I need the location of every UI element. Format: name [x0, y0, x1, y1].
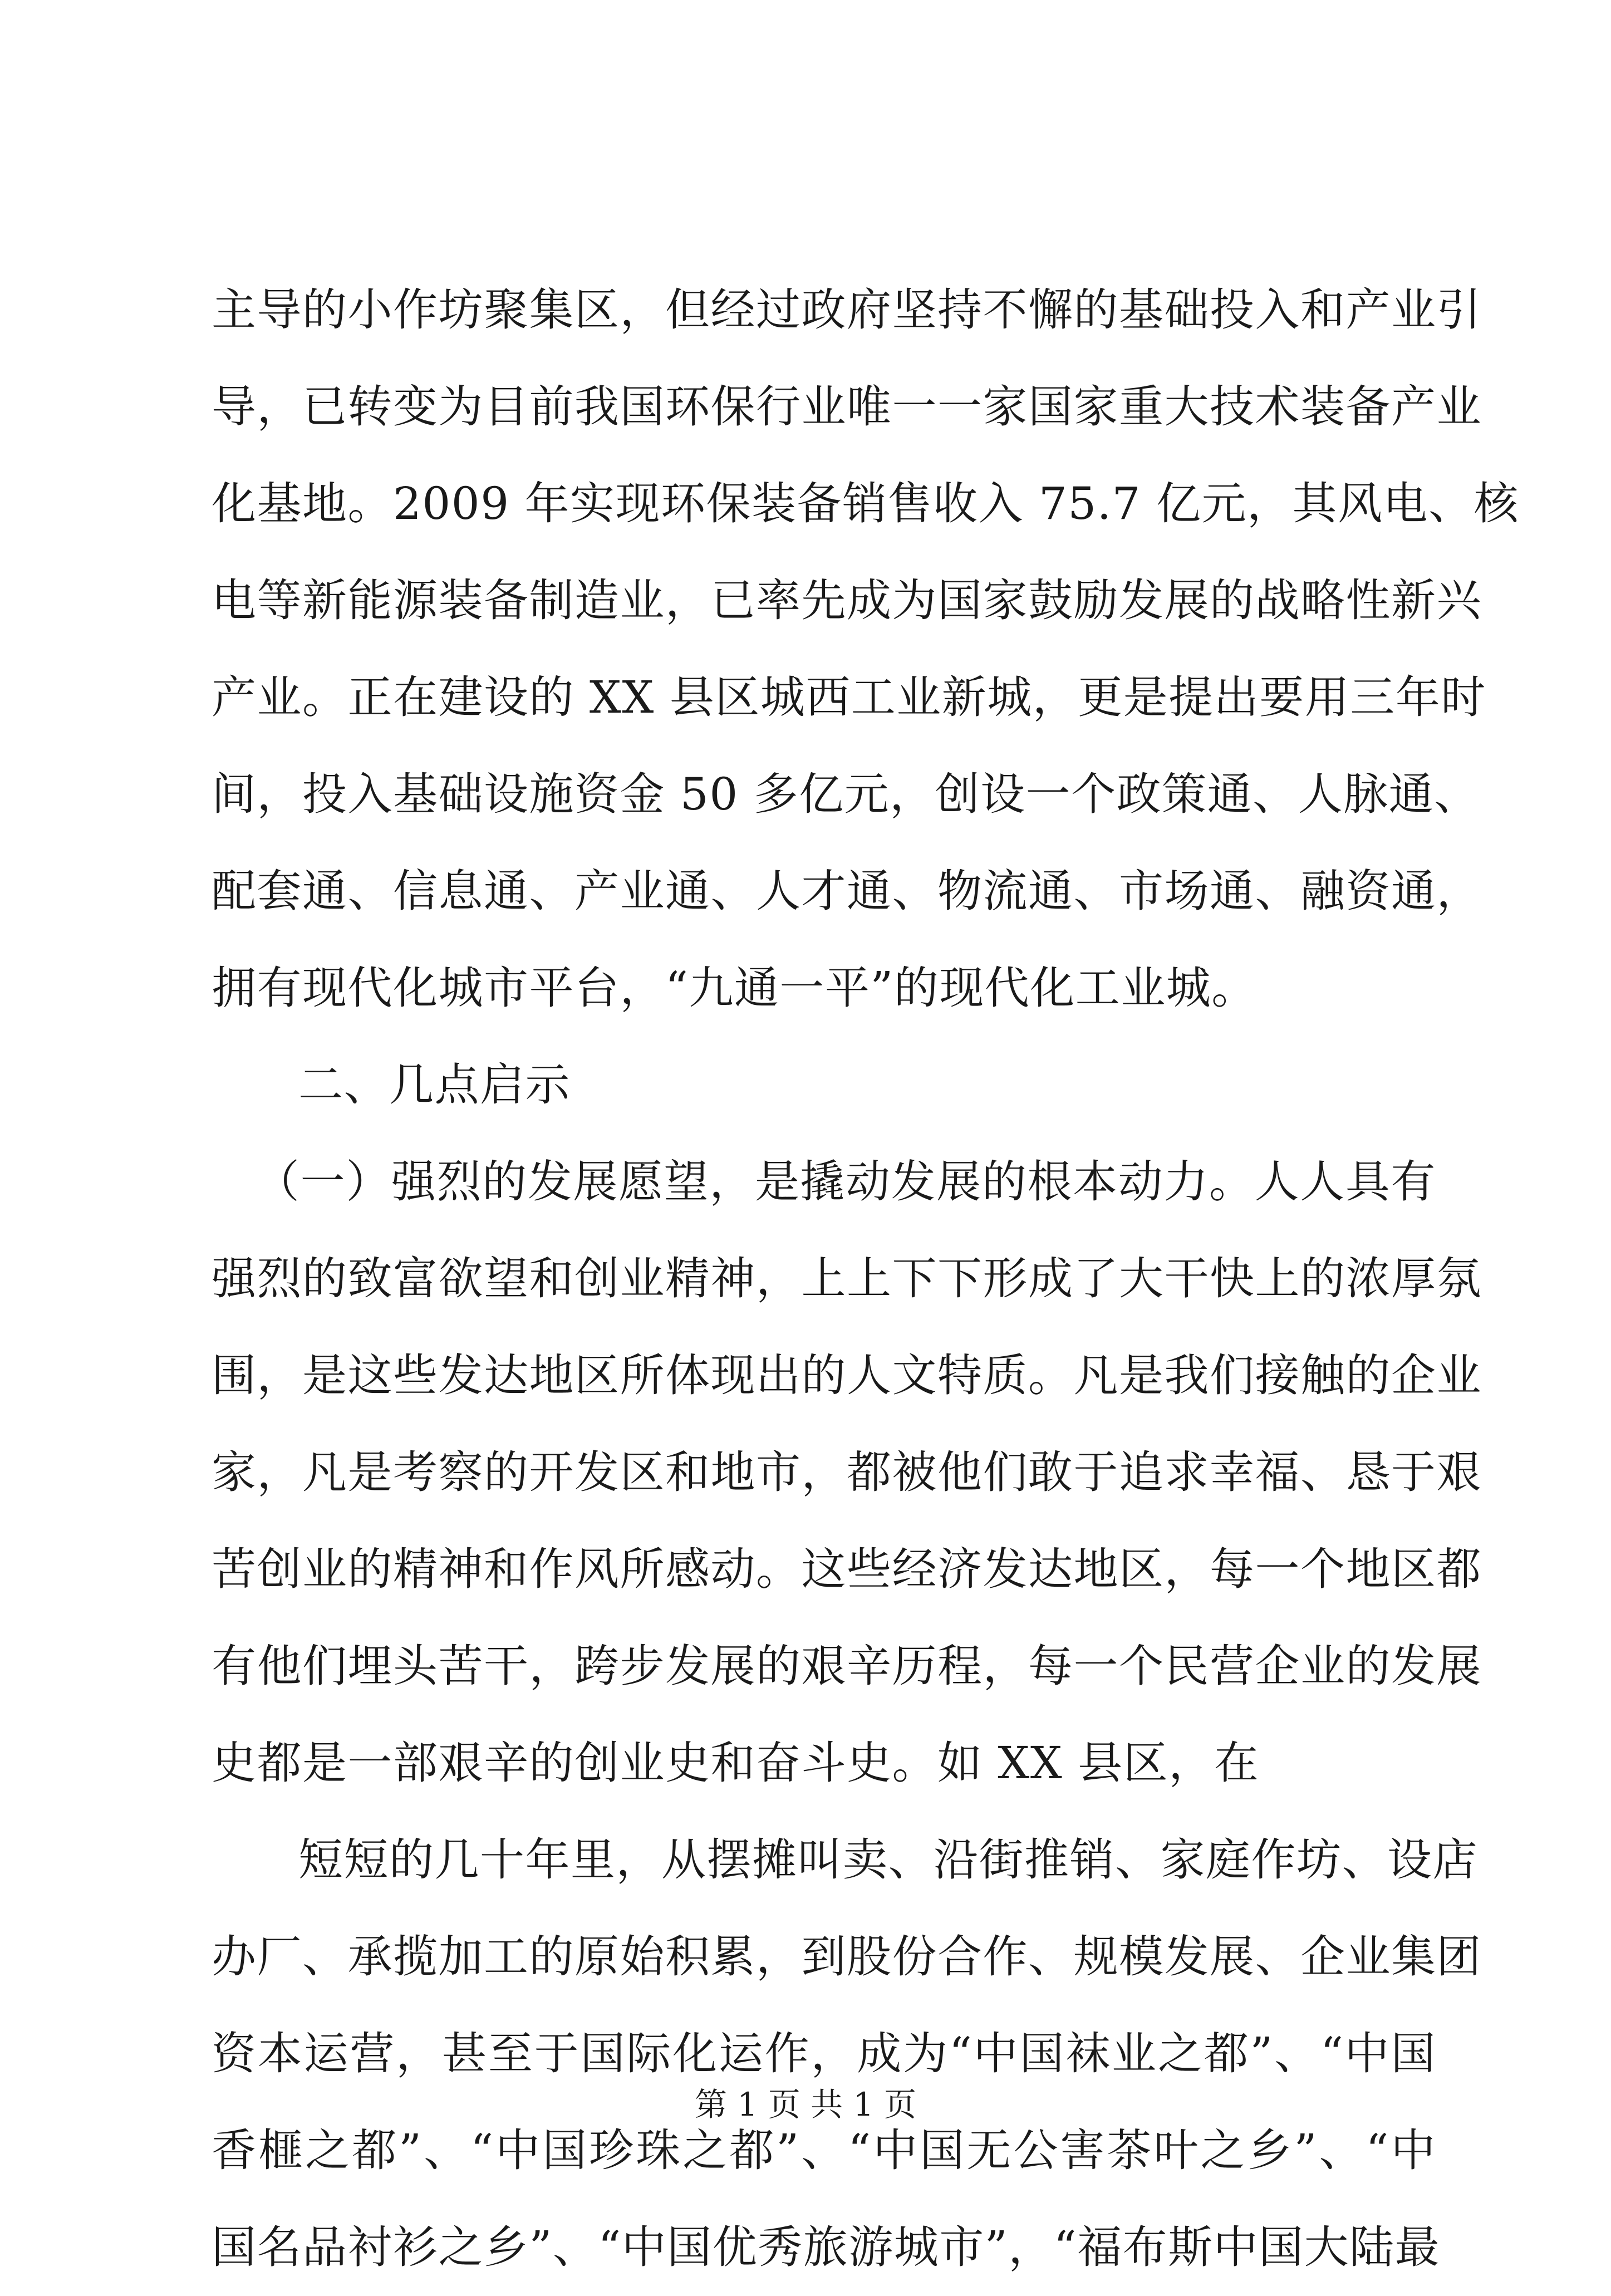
body-line: 围，是这些发达地区所体现出的人文特质。凡是我们接触的企业	[212, 1350, 1482, 1401]
body-line: 配套通、信息通、产业通、人才通、物流通、市场通、融资通，	[212, 865, 1482, 917]
body-line: 香榧之都”、“中国珍珠之都”、“中国无公害茶叶之乡”、“中	[212, 2125, 1436, 2176]
body-line: 间，投入基础设施资金 50 多亿元，创设一个政策通、人脉通、	[212, 768, 1480, 820]
page-footer	[0, 2082, 1611, 2127]
body-line: 化基地。2009 年实现环保装备销售收入 75.7 亿元，其风电、核	[212, 478, 1520, 529]
body-line: 有他们埋头苦干，跨步发展的艰辛历程，每一个民营企业的发展	[212, 1640, 1482, 1692]
body-line: 导，已转变为目前我国环保行业唯一一家国家重大技术装备产业	[212, 381, 1482, 433]
body-line: 产业。正在建设的 XX 县区城西工业新城，更是提出要用三年时	[212, 671, 1486, 723]
subsection-heading-line: （一）强烈的发展愿望，是撬动发展的根本动力。人人具有	[255, 1156, 1436, 1208]
paragraph-start-line: 短短的几十年里，从摆摊叫卖、沿街推销、家庭作坊、设店	[298, 1834, 1478, 1886]
body-line: 家，凡是考察的开发区和地市，都被他们敢于追求幸福、恳于艰	[212, 1446, 1482, 1498]
body-line: 电等新能源装备制造业，已率先成为国家鼓励发展的战略性新兴	[212, 575, 1482, 626]
body-line: 苦创业的精神和作风所感动。这些经济发达地区，每一个地区都	[212, 1543, 1482, 1595]
document-body	[212, 262, 1520, 2296]
body-line: 强烈的致富欲望和创业精神，上上下下形成了大干快上的浓厚氛	[212, 1253, 1482, 1304]
body-line: 史都是一部艰辛的创业史和奋斗史。如 XX 县区，在	[212, 1737, 1260, 1789]
section-heading: 二、几点启示	[298, 1059, 571, 1111]
body-line: 办厂、承揽加工的原始积累，到股份合作、规模发展、企业集团	[212, 1931, 1482, 1983]
page-number-label: 第 1 页 共 1 页	[695, 2086, 916, 2123]
body-line: 资本运营，甚至于国际化运作，成为“中国袜业之都”、“中国	[212, 2028, 1436, 2079]
body-line: 主导的小作坊聚集区，但经过政府坚持不懈的基础投入和产业引	[212, 284, 1482, 336]
body-line: 国名品衬衫之乡”、“中国优秀旅游城市”，“福布斯中国大陆最	[212, 2221, 1441, 2273]
body-line: 拥有现代化城市平台，“九通一平”的现代化工业城。	[212, 962, 1257, 1014]
